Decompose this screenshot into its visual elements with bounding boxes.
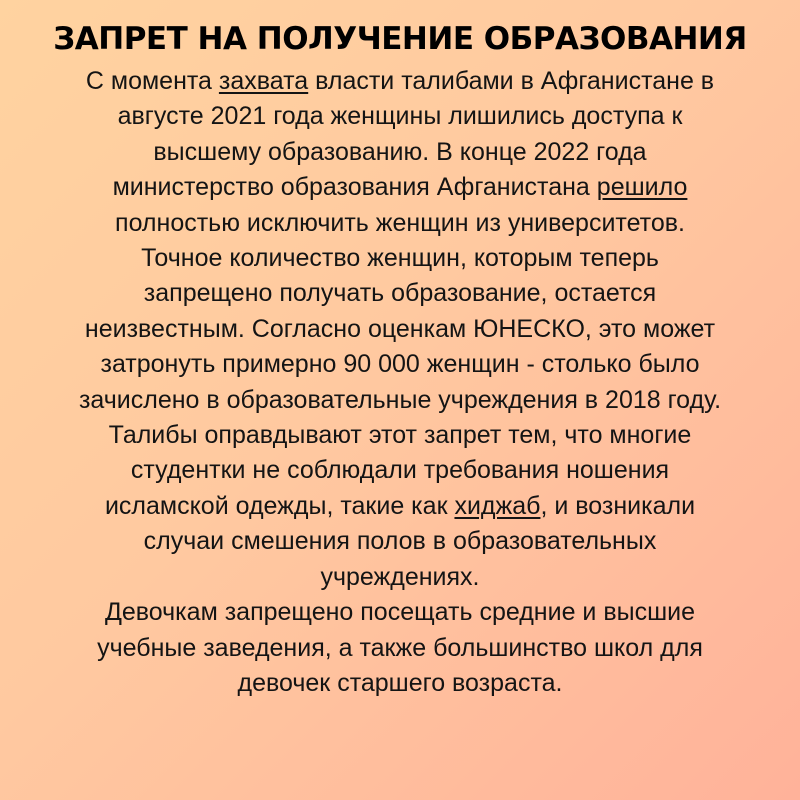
text-line: случаи смешения полов в образовательных bbox=[143, 527, 657, 556]
text-line: Девочкам запрещено посещать средние и высшие bbox=[104, 598, 696, 627]
text-line: неизвестным. Согласно оценкам ЮНЕСКО, это может bbox=[84, 314, 716, 343]
text-line: Талибы оправдывают этот запрет тем, что многие bbox=[108, 421, 692, 450]
text-line: высшему образованию. В конце 2022 года bbox=[153, 137, 647, 166]
link-reshilo[interactable]: решило bbox=[596, 173, 688, 202]
link-hijab[interactable]: хиджаб bbox=[454, 491, 541, 520]
post-title: ЗАПРЕТ НА ПОЛУЧЕНИЕ ОБРАЗОВАНИЯ bbox=[53, 21, 747, 57]
text-line: девочек старшего возраста. bbox=[237, 668, 563, 697]
text-line: студентки не соблюдали требования ношения bbox=[130, 456, 670, 485]
text-line: Точное количество женщин, которым теперь bbox=[141, 244, 659, 273]
text-line: запрещено получать образование, остается bbox=[143, 279, 657, 308]
text-line: августе 2021 года женщины лишились доступа к bbox=[117, 102, 683, 131]
text-line: исламской одежды, такие как хиджаб, и возникали bbox=[104, 491, 696, 520]
post-body bbox=[14, 64, 786, 701]
text-line: полностью исключить женщин из университетов. bbox=[115, 208, 685, 237]
text-line: С момента захвата власти талибами в Афганистане в bbox=[85, 67, 715, 95]
text-line: зачислено в образовательные учреждения в 2018 году. bbox=[78, 385, 722, 414]
text-line: учебные заведения, а также большинство школ для bbox=[97, 633, 703, 662]
text-line: министерство образования Афганистана решило bbox=[112, 173, 688, 202]
text-line: учреждениях. bbox=[320, 562, 480, 591]
link-zahvata[interactable]: захвата bbox=[218, 67, 309, 95]
text-line: затронуть примерно 90 000 женщин - столько было bbox=[100, 350, 700, 379]
